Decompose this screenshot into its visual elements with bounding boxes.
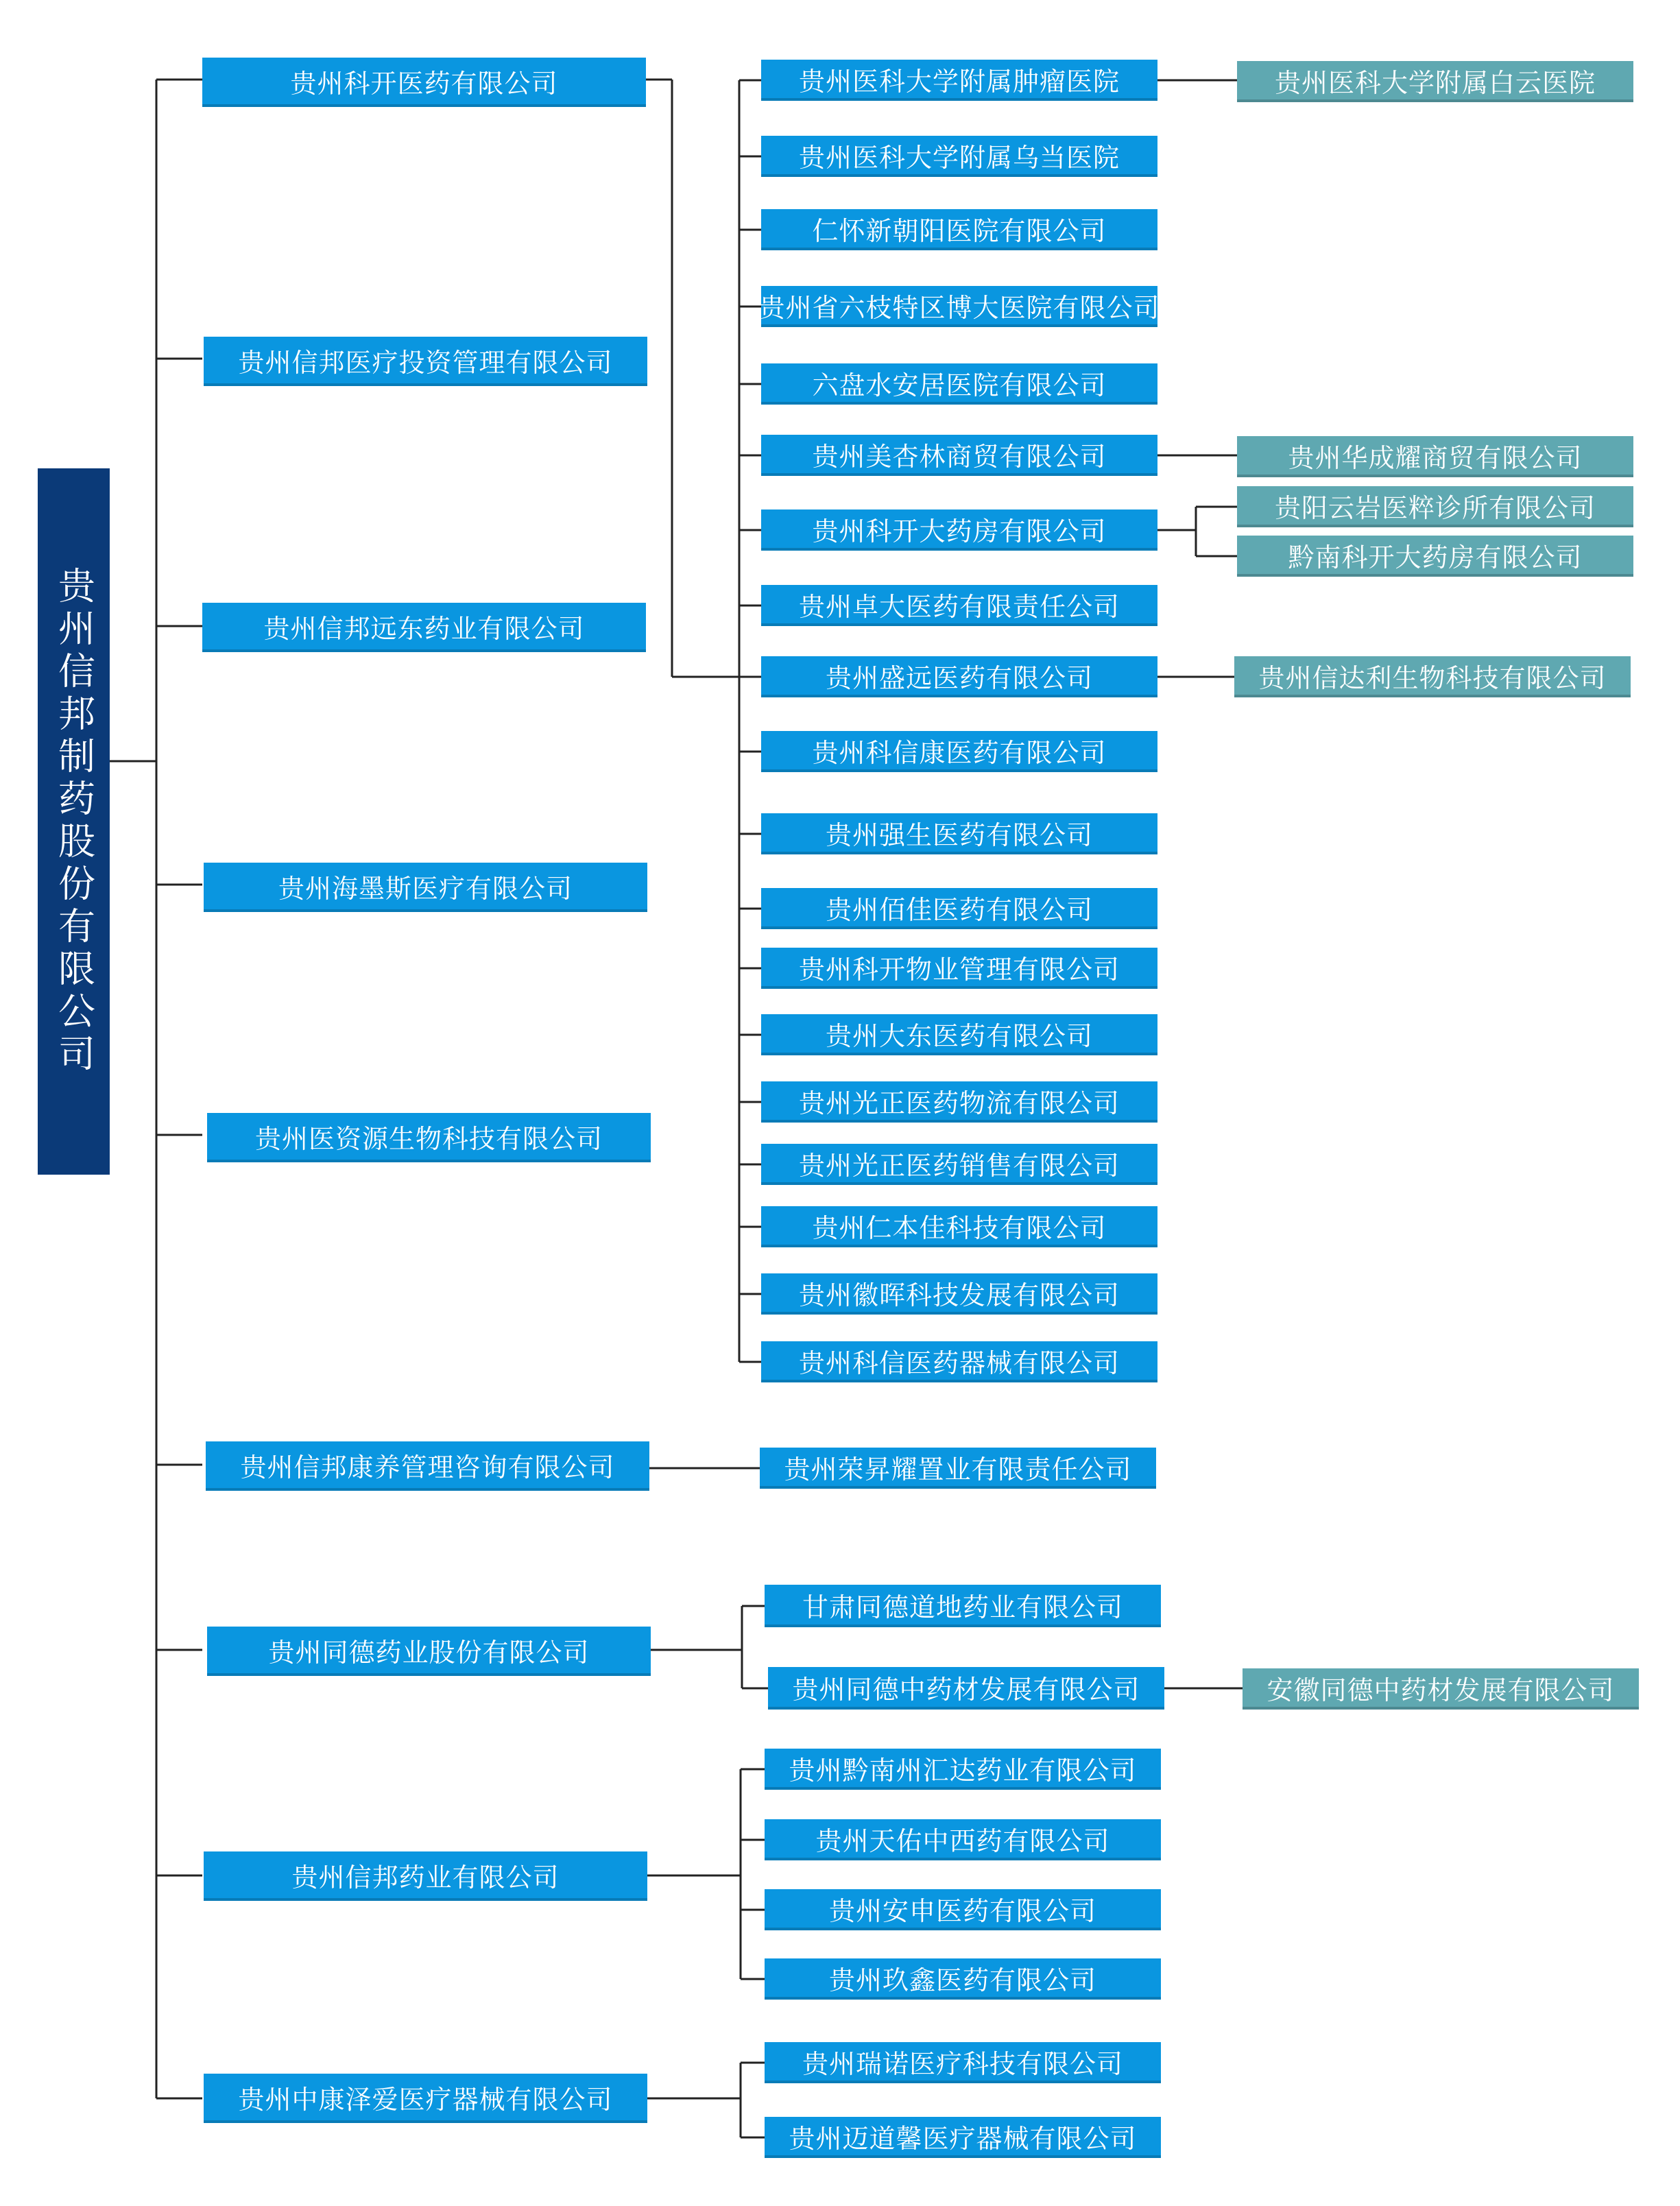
l2-anju: 六盘水安居医院有限公司 [761,363,1157,405]
l2-renbenjia: 贵州仁本佳科技有限公司 [761,1206,1157,1247]
l1-yaoye: 贵州信邦药业有限公司 [204,1851,647,1901]
l2-wuliu: 贵州光正医药物流有限公司 [761,1081,1157,1123]
l2-huida: 贵州黔南州汇达药业有限公司 [765,1749,1161,1790]
l2-zhongyaocai: 贵州同德中药材发展有限公司 [768,1667,1164,1710]
root-company-box [38,468,110,1175]
l1-kekai: 贵州科开医药有限公司 [202,58,646,107]
l2-renhuai: 仁怀新朝阳医院有限公司 [761,209,1157,250]
l1-touzi: 贵州信邦医疗投资管理有限公司 [204,337,647,386]
l2-huihui: 贵州徽晖科技发展有限公司 [761,1273,1157,1315]
l2-rongsheng: 贵州荣昇耀置业有限责任公司 [760,1448,1156,1489]
l2-anshen: 贵州安申医药有限公司 [765,1889,1161,1930]
l2-qiangsheng: 贵州强生医药有限公司 [761,813,1157,854]
l2-dayaofang: 贵州科开大药房有限公司 [761,509,1157,551]
l3-qiannan: 黔南科开大药房有限公司 [1237,536,1633,577]
l2-xinkang: 贵州科信康医药有限公司 [761,731,1157,772]
l1-yuandong: 贵州信邦远东药业有限公司 [202,603,646,652]
l1-zhongkang: 贵州中康泽爱医疗器械有限公司 [204,2074,647,2123]
l1-tongde: 贵州同德药业股份有限公司 [207,1627,651,1676]
l2-ruinuo: 贵州瑞诺医疗科技有限公司 [765,2042,1161,2083]
l2-jiuxin: 贵州玖鑫医药有限公司 [765,1958,1161,2000]
l2-liuzhi: 贵州省六枝特区博大医院有限公司 [761,286,1157,327]
l3-huacheng: 贵州华成耀商贸有限公司 [1237,436,1633,477]
l2-xiaoshou: 贵州光正医药销售有限公司 [761,1144,1157,1185]
root-company-label: 贵州信邦制药股份有限公司 [52,566,96,1077]
l1-ziyuan: 贵州医资源生物科技有限公司 [207,1113,651,1162]
l2-meixinglin: 贵州美杏林商贸有限公司 [761,435,1157,476]
l2-qixie: 贵州科信医药器械有限公司 [761,1341,1157,1382]
l2-tianyou: 贵州天佑中西药有限公司 [765,1819,1161,1860]
l2-maidaoxin: 贵州迈道馨医疗器械有限公司 [765,2117,1161,2158]
l2-wuye: 贵州科开物业管理有限公司 [761,948,1157,989]
l2-gansu: 甘肃同德道地药业有限公司 [765,1585,1161,1627]
l3-yuncui: 贵阳云岩医粹诊所有限公司 [1237,486,1633,527]
l3-xindali: 贵州信达利生物科技有限公司 [1234,656,1631,697]
l2-zhuoda: 贵州卓大医药有限责任公司 [761,585,1157,626]
l2-dadong: 贵州大东医药有限公司 [761,1014,1157,1055]
l2-zhongliu: 贵州医科大学附属肿瘤医院 [761,60,1157,101]
l2-baijia: 贵州佰佳医药有限公司 [761,888,1157,929]
l2-wudang: 贵州医科大学附属乌当医院 [761,136,1157,177]
l1-kangyang: 贵州信邦康养管理咨询有限公司 [206,1441,649,1491]
l3-baiyun: 贵州医科大学附属白云医院 [1237,61,1633,102]
l1-haimosi: 贵州海墨斯医疗有限公司 [204,863,647,912]
l3-anhui: 安徽同德中药材发展有限公司 [1243,1668,1639,1710]
l2-shengyuan: 贵州盛远医药有限公司 [761,656,1157,697]
